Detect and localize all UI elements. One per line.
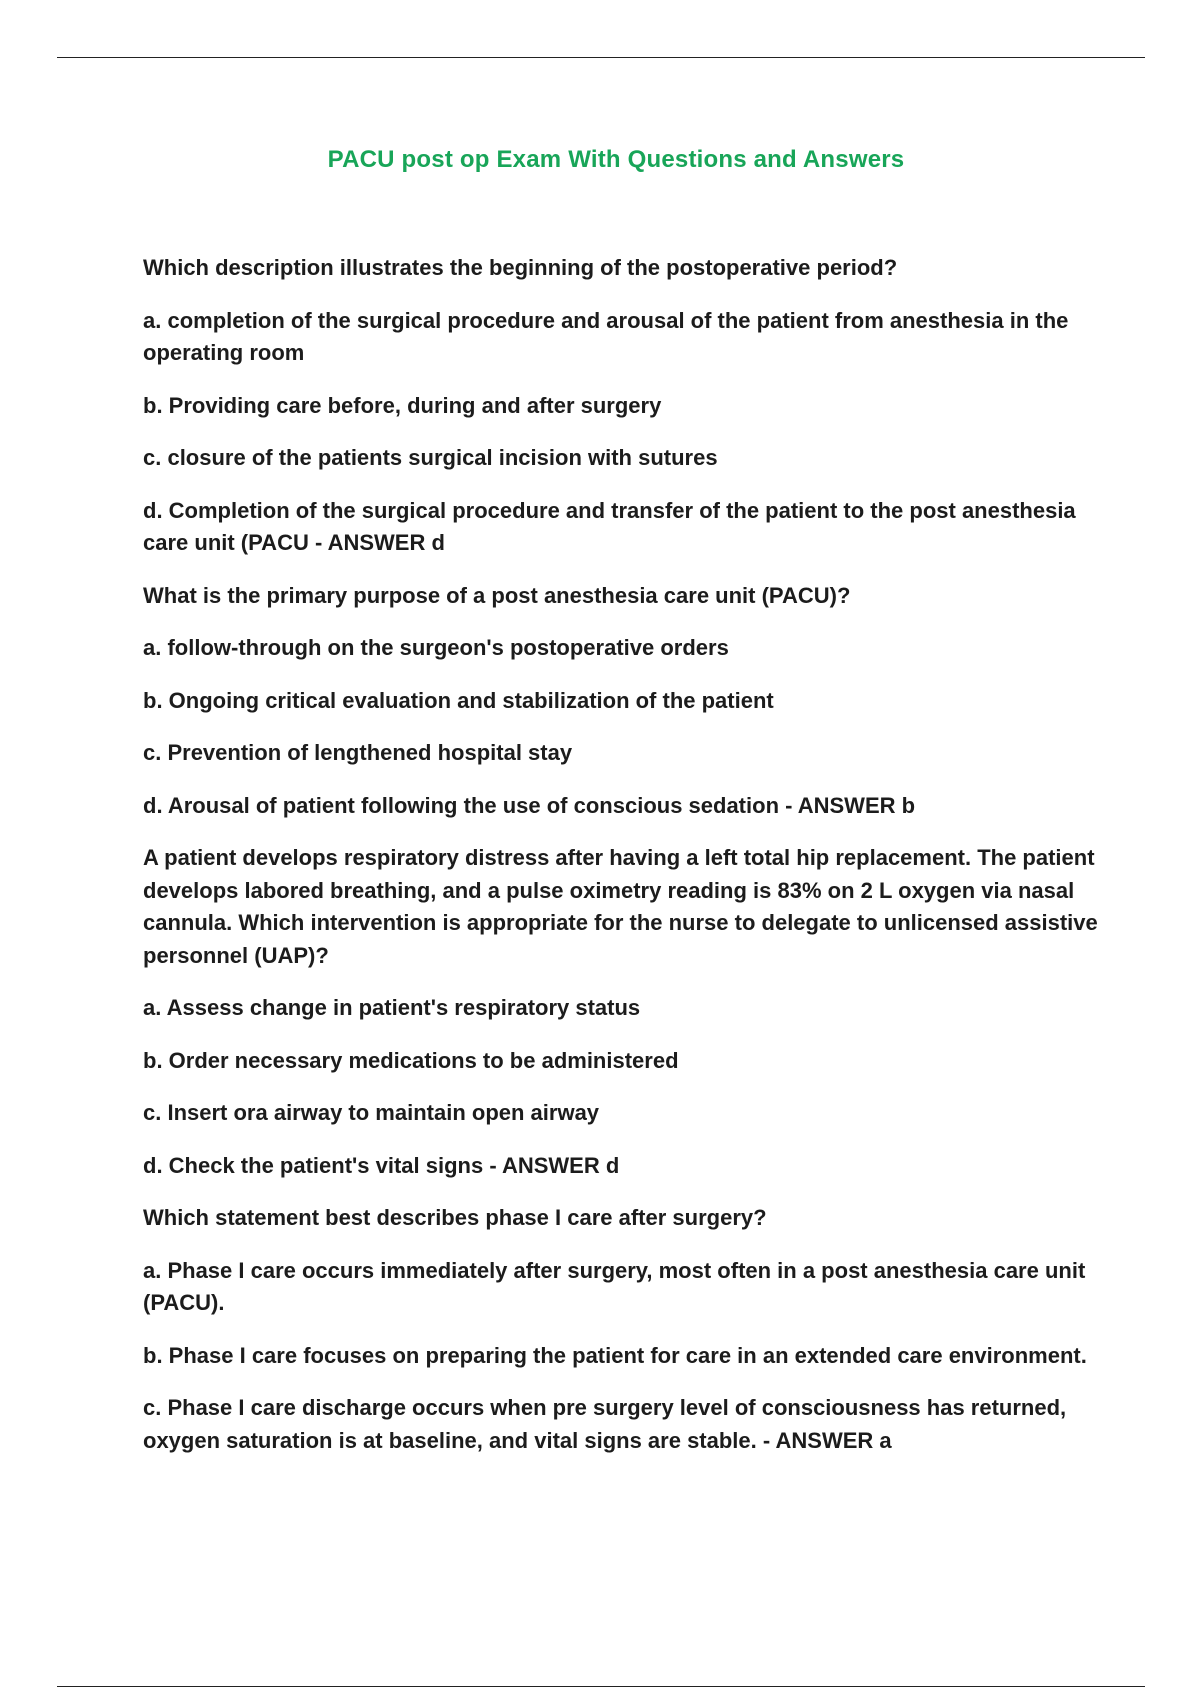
- question-1: Which description illustrates the beginning of the postoperative period?: [143, 255, 898, 280]
- question-2-option-b: b. Ongoing critical evaluation and stabilization of the patient: [143, 687, 774, 713]
- qa-content: [143, 252, 1103, 1477]
- question-2-option-c: c. Prevention of lengthened hospital stay: [143, 740, 573, 765]
- question-1-option-a: a. completion of the surgical procedure and arousal of the patient from anesthesia in the operating room: [143, 307, 1069, 365]
- question-4-option-b: b. Phase I care focuses on preparing the patient for care in an extended care environment.: [143, 1342, 1087, 1368]
- question-3: A patient develops respiratory distress after having a left total hip replacement. The patient develops labored breathing, and a pulse oximetry reading is 83% on 2 L oxygen via nasal cannula. Which intervention is appropriate for the nurse to delegate to unlicensed assistive personnel (UAP)?: [143, 845, 1098, 968]
- question-2: What is the primary purpose of a post anesthesia care unit (PACU)?: [143, 582, 851, 608]
- question-3-option-d: d. Check the patient's vital signs - ANSWER d: [143, 1152, 620, 1178]
- question-1-option-c: c. closure of the patients surgical incision with sutures: [143, 445, 718, 470]
- question-1-option-b: b. Providing care before, during and after surgery: [143, 392, 662, 418]
- question-3-option-c: c. Insert ora airway to maintain open airway: [143, 1100, 600, 1125]
- question-3-option-a: a. Assess change in patient's respiratory status: [143, 995, 641, 1020]
- top-rule: [57, 57, 1145, 58]
- question-4-option-c: c. Phase I care discharge occurs when pre surgery level of consciousness has returned, oxygen saturation is at baseline, and vital signs are stable. - ANSWER a: [143, 1395, 1067, 1453]
- question-4-option-a: a. Phase I care occurs immediately after surgery, most often in a post anesthesia care unit (PACU).: [143, 1257, 1086, 1315]
- question-2-option-d: d. Arousal of patient following the use of conscious sedation - ANSWER b: [143, 792, 916, 818]
- question-3-option-b: b. Order necessary medications to be administered: [143, 1047, 679, 1073]
- document-title: PACU post op Exam With Questions and Answers: [327, 146, 905, 173]
- question-4: Which statement best describes phase I care after surgery?: [143, 1205, 767, 1230]
- question-1-option-d: d. Completion of the surgical procedure and transfer of the patient to the post anesthesia care unit (PACU - ANSWER d: [143, 497, 1076, 555]
- question-2-option-a: a. follow-through on the surgeon's postoperative orders: [143, 635, 729, 660]
- bottom-rule: [57, 1686, 1145, 1687]
